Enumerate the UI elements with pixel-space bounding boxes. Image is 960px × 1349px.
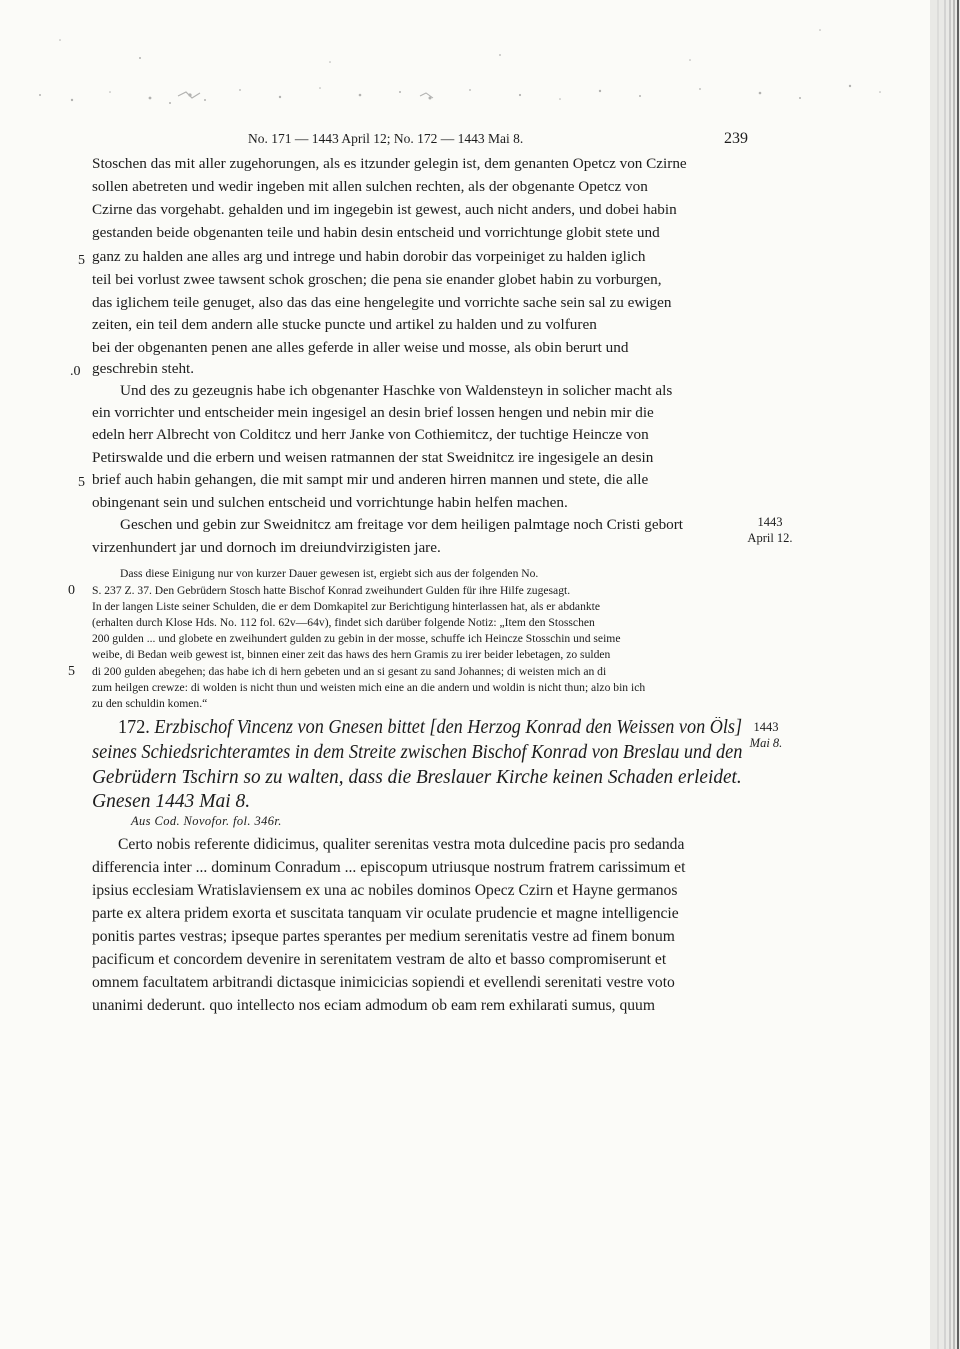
text-line: pacificum et concordem devenire in serenitatem vestram de alto et basso compromiserunt et: [92, 951, 667, 968]
line-number: 5: [68, 664, 75, 679]
text-line: bei der obgenanten penen ane alles geferde in aller weise und mosse, als obin berurt und: [92, 339, 629, 356]
footnote-line: (erhalten durch Klose Hds. No. 112 fol. 62v—64v), findet sich darüber folgende Notiz: „Item den Stosschen: [92, 616, 595, 629]
text-line: teil bei vorlust zwee tawsent schok groschen; die pena sie enander globet habin zu vorburgen,: [92, 271, 662, 288]
text-line: obingenant sein und sulchen entscheid und vorrichtunge habin helfen machen.: [92, 494, 568, 511]
text-line: brief auch habin gehangen, die mit sampt mir und anderen hirren mannen und stete, die alle: [92, 471, 649, 488]
page-number: 239: [724, 130, 748, 147]
text-line: Und des zu gezeugnis habe ich obgenanter Haschke von Waldensteyn in solicher macht als: [120, 382, 673, 399]
scan-noise: [0, 0, 960, 120]
text-line: ein vorrichter und entscheider mein ingesigel an desin brief lossen hengen und nebin mir die: [92, 404, 654, 421]
doc-title-text: Erzbischof Vincenz von Gnesen bittet [den Herzog Konrad den Weissen von Öls]: [154, 717, 743, 738]
line-number: 5: [78, 475, 85, 490]
line-number: .0: [70, 364, 81, 379]
margin-date-year: 1443: [757, 515, 783, 529]
text-line: edeln herr Albrecht von Colditcz und herr Janke von Cothiemitcz, der tuchtige Heincze von: [92, 426, 649, 443]
doc-title-line: [118, 718, 742, 738]
text-line: Stoschen das mit aller zugehorungen, als es itzunder gelegin ist, dem genanten Opetcz von Czirne: [92, 155, 687, 172]
footnote-line: S. 237 Z. 37. Den Gebrüdern Stosch hatte Bischof Konrad zweihundert Gulden für ihre Hilfe zugesagt.: [92, 584, 571, 597]
text-line: omnem facultatem arbitrandi dictasque inimicicias sopiendi et evellendi serenitati vestre voto: [92, 974, 675, 991]
running-header: [248, 131, 748, 147]
text-line: Czirne das vorgehabt. gehalden und im ingegebin ist gewest, auch nicht anders, und dobei habin: [92, 201, 677, 218]
source-reference: Aus Cod. Novofor. fol. 346r.: [131, 814, 282, 828]
running-title: No. 171 — 1443 April 12; No. 172 — 1443 Mai 8.: [248, 131, 524, 146]
footnote-line: zu den schuldin komen.“: [92, 697, 208, 710]
footnote-line: weibe, di Bedan weib gewest ist, binnen einer zeit das haws des hern Gramis zu irer beider lebetagen, zo sulden: [92, 648, 611, 661]
margin-date-172: [740, 720, 792, 751]
text-line: ganz zu halden ane alles arg und intrege und habin dorobir das vorpeiniget zu halden iglich: [92, 248, 646, 265]
text-line: Geschen und gebin zur Sweidnitcz am freitage vor dem heiligen palmtage noch Cristi gebort: [120, 516, 684, 533]
text-line: geschrebin steht.: [92, 360, 195, 377]
text-line: differencia inter ... dominum Conradum ... episcopum utriusque nostrum fratrem carissimum et: [92, 859, 686, 876]
text-line: gestanden beide obgenanten teile und habin desin entscheid und vorrichtunge globit stete und: [92, 224, 660, 241]
footnote-line: 200 gulden ... und globete en zweihundert gulden zu gebin in der mosse, schuffe ich Heincze Stosschin und seime: [92, 632, 621, 645]
doc-number: 172.: [118, 717, 150, 738]
text-line: unanimi dederunt. quo intellecto nos eciam admodum ob eam rem exhilarati sumus, quum: [92, 997, 655, 1014]
text-line: zeiten, ein teil dem andern alle stucke puncte und artikel zu halden und zu volfuren: [92, 316, 597, 333]
margin-date-171: [744, 515, 796, 546]
margin-date-year: 1443: [753, 720, 779, 734]
footnote-line: zum heilgen crewze: di wolden is nicht thun und weisten mich eine an die andern und woldin is nicht thun; alzo bin ich: [92, 681, 646, 694]
text-line: Petirswalde und die erbern und weisen ratmannen der stat Sweidnitcz ire ingesigele an desin: [92, 449, 654, 466]
doc-title-line: Gnesen 1443 Mai 8.: [92, 791, 251, 812]
footnote-line: In der langen Liste seiner Schulden, die er dem Domkapitel zur Berichtigung hinterlassen hat, als er abdankte: [92, 600, 601, 613]
text-line: parte ex altera pridem exorta et suscitata tanquam vir oculate prudencie et magne intelligencie: [92, 905, 679, 922]
footnote-line: di 200 gulden abegehen; das habe ich di hern gebeten und an si gesant zu sand Johannes; di weisten mich an di: [92, 665, 607, 678]
footnote-line: Dass diese Einigung nur von kurzer Dauer gewesen ist, ergiebt sich aus der folgenden No.: [120, 567, 539, 580]
doc-title-line: Gebrüdern Tschirn so zu walten, dass die Breslauer Kirche keinen Schaden erleidet.: [92, 767, 742, 788]
text-line: ipsius ecclesiam Wratislaviensem ex una ac nobiles dominos Opecz Czirn et Hayne germanos: [92, 882, 678, 899]
text-line: virzenhundert jar und dornoch im dreiundvirzigisten jare.: [92, 539, 441, 556]
text-line: Certo nobis referente didicimus, qualiter serenitas vestra mota dulcedine pacis pro sedanda: [118, 836, 685, 853]
page-edge: [890, 0, 960, 1349]
line-number: 0: [68, 583, 75, 598]
doc-title-line: seines Schiedsrichteramtes in dem Streite zwischen Bischof Konrad von Breslau und den: [92, 742, 743, 763]
margin-date-day: Mai 8.: [749, 735, 783, 750]
text-line: ponitis partes vestras; ipseque partes sperantes per medium serenitatis vestre ad finem bonum: [92, 928, 675, 945]
text-line: das iglichem teile genuget, also das das eine hengelegite und vorrichte sache sein sal zu ewigen: [92, 294, 672, 311]
line-number: 5: [78, 253, 85, 268]
text-line: sollen abetreten und wedir ingeben mit allen sulchen rechten, als der obgenante Opetcz von: [92, 178, 648, 195]
margin-date-day: April 12.: [747, 530, 793, 545]
